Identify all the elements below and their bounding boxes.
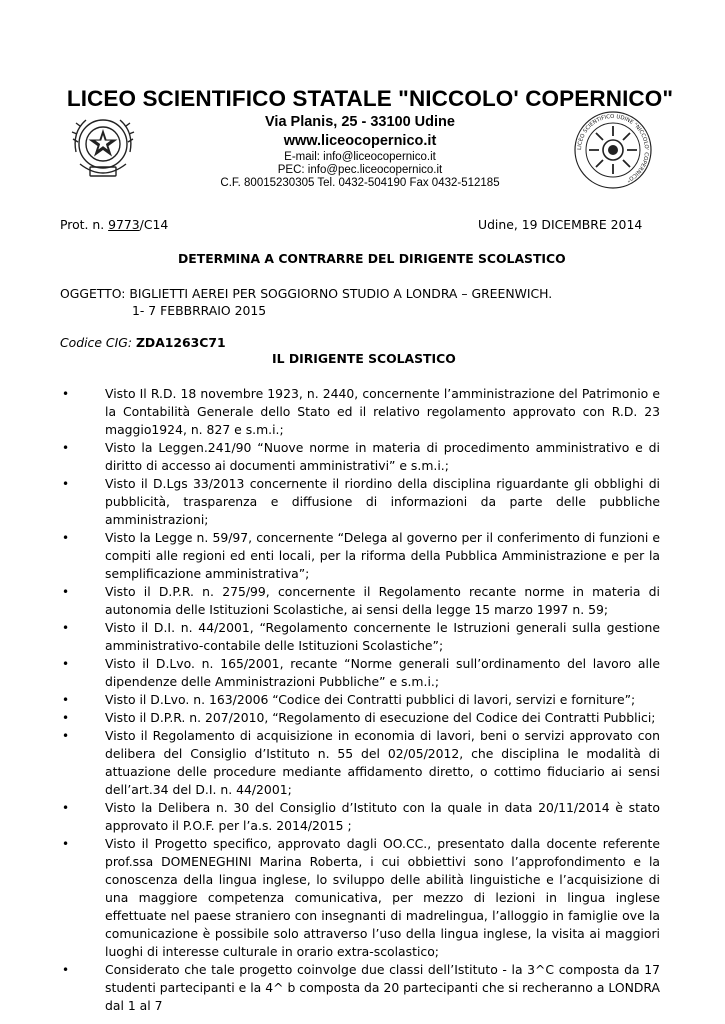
school-name: LICEO SCIENTIFICO STATALE "NICCOLO' COPERNICO" <box>66 86 674 111</box>
list-item-text: Visto il Regolamento di acquisizione in economia di lavori, beni o servizi approvato con delibera del Consiglio d’Istituto n. 55 del 02/05/2012, che disciplina le modalità di attuazione delle procedure mediante affidamento diretto, o cottimo fiduciario ai sensi dell’art.34 del D.I. n. 44/2001; <box>105 728 660 797</box>
school-seal-icon <box>568 110 658 190</box>
protocol-number: 9773 <box>108 217 140 232</box>
list-item-text: Visto il D.P.R. n. 275/99, concernente il Regolamento recante norme in materia di autonomia delle Istituzioni Scolastiche, ai sensi della legge 15 marzo 1997 n. 59; <box>105 584 660 617</box>
bullet-icon: • <box>62 531 70 545</box>
document-title: DETERMINA A CONTRARRE DEL DIRIGENTE SCOLASTICO <box>178 251 566 266</box>
protocol-line <box>60 217 168 232</box>
list-item <box>60 583 660 619</box>
list-item <box>60 835 660 961</box>
list-item <box>60 709 660 727</box>
list-item <box>60 385 660 439</box>
list-item <box>60 727 660 799</box>
list-item <box>60 691 660 709</box>
address: Via Planis, 25 - 33100 Udine <box>265 114 455 130</box>
bullet-icon: • <box>62 441 70 455</box>
protocol-prefix: Prot. n. <box>60 217 109 232</box>
bullet-icon: • <box>62 387 70 401</box>
list-item-text: Visto il D.P.R. n. 207/2010, “Regolamento di esecuzione del Codice dei Contratti Pubblici; <box>105 710 656 725</box>
list-item-text: Visto la Delibera n. 30 del Consiglio d’Istituto con la quale in data 20/11/2014 è stato approvato il P.O.F. per l’a.s. 2014/2015 ; <box>105 800 660 833</box>
website: www.liceocopernico.it <box>283 133 437 149</box>
considerations-list <box>60 385 660 1015</box>
list-item <box>60 961 660 1015</box>
cig-value: ZDA1263C71 <box>135 335 226 350</box>
seal-text: LICEO SCIENTIFICO UDINE "NICCOLO' COPERNICO" <box>576 113 650 183</box>
list-item <box>60 439 660 475</box>
list-item-text: Visto il D.I. n. 44/2001, “Regolamento concernente le Istruzioni generali sulla gestione amministrativo-contabile delle Istituzioni Scolastiche”; <box>105 620 660 653</box>
place-date: Udine, 19 DICEMBRE 2014 <box>478 217 643 232</box>
list-item-text: Considerato che tale progetto coinvolge due classi dell’Istituto - la 3^C composta da 17 studenti partecipanti e la 4^ b composta da 20 partecipanti che si recheranno a LONDRA dal 1 al 7 <box>105 962 660 1013</box>
bullet-icon: • <box>62 801 70 815</box>
list-item-text: Visto il D.Lgs 33/2013 concernente il riordino della disciplina riguardante gli obblighi di pubblicità, trasparenza e diffusione di informazioni da parte delle pubbliche amministrazioni; <box>105 476 660 527</box>
bullet-icon: • <box>62 657 70 671</box>
letterhead-contacts <box>200 113 520 190</box>
fiscal-codes: C.F. 80015230305 Tel. 0432-504190 Fax 0432-512185 <box>220 177 500 189</box>
list-item <box>60 655 660 691</box>
bullet-icon: • <box>62 837 70 851</box>
list-item-text: Visto la Leggen.241/90 “Nuove norme in materia di procedimento amministrativo e di diritto di accesso ai documenti amministrativi” e s.m.i.; <box>105 440 660 473</box>
list-item <box>60 799 660 835</box>
bullet-icon: • <box>62 711 70 725</box>
list-item-text: Visto Il R.D. 18 novembre 1923, n. 2440, concernente l’amministrazione del Patrimonio e la Contabilità Generale dello Stato ed il relativo regolamento approvato con R.D. 23 maggio1924, n. 827 e s.m.i.; <box>105 386 660 437</box>
bullet-icon: • <box>62 621 70 635</box>
section-title: IL DIRIGENTE SCOLASTICO <box>272 351 456 366</box>
list-item <box>60 475 660 529</box>
list-item-text: Visto il Progetto specifico, approvato dagli OO.CC., presentato dalla docente referente prof.ssa DOMENEGHINI Marina Roberta, i cui obbiettivi sono l’approfondimento e la conoscenza della lingua inglese, lo sviluppo delle abilità linguistiche e l’acquisizione di una maggiore competenza comunicativa, per mezzo di lezioni in lingua inglese effettuate nel paese straniero con insegnanti di madrelingua, l’alloggio in famiglie ove la comunicazione è possibile solo attraverso l’uso della lingua inglese, la visita ai maggiori luoghi di interesse culturale in orario extra-scolastico; <box>105 836 660 959</box>
bullet-icon: • <box>62 585 70 599</box>
bullet-icon: • <box>62 477 70 491</box>
republic-emblem-icon <box>68 112 138 184</box>
bullet-icon: • <box>62 693 70 707</box>
list-item-text: Visto il D.Lvo. n. 165/2001, recante “Norme generali sull’ordinamento del lavoro alle dipendenze delle Amministrazioni Pubbliche” e s.m.i.; <box>105 656 660 689</box>
protocol-suffix: /C14 <box>139 217 169 232</box>
bullet-icon: • <box>62 963 70 977</box>
email: E-mail: info@liceocopernico.it <box>284 151 436 163</box>
bullet-icon: • <box>62 729 70 743</box>
cig-line <box>60 335 226 350</box>
list-item <box>60 619 660 655</box>
list-item <box>60 529 660 583</box>
subject-line-1: OGGETTO: BIGLIETTI AEREI PER SOGGIORNO STUDIO A LONDRA – GREENWICH. <box>60 286 553 301</box>
list-item-text: Visto la Legge n. 59/97, concernente “Delega al governo per il conferimento di funzioni e compiti alle regioni ed enti locali, per la riforma della Pubblica Amministrazione e per la semplificazione amministrativa”; <box>105 530 660 581</box>
list-item-text: Visto il D.Lvo. n. 163/2006 “Codice dei Contratti pubblici di lavori, servizi e forniture”; <box>105 692 636 707</box>
subject-line-2: 1- 7 FEBBRRAIO 2015 <box>132 303 267 318</box>
pec: PEC: info@pec.liceocopernico.it <box>277 164 443 176</box>
cig-label: Codice CIG: <box>60 335 136 350</box>
